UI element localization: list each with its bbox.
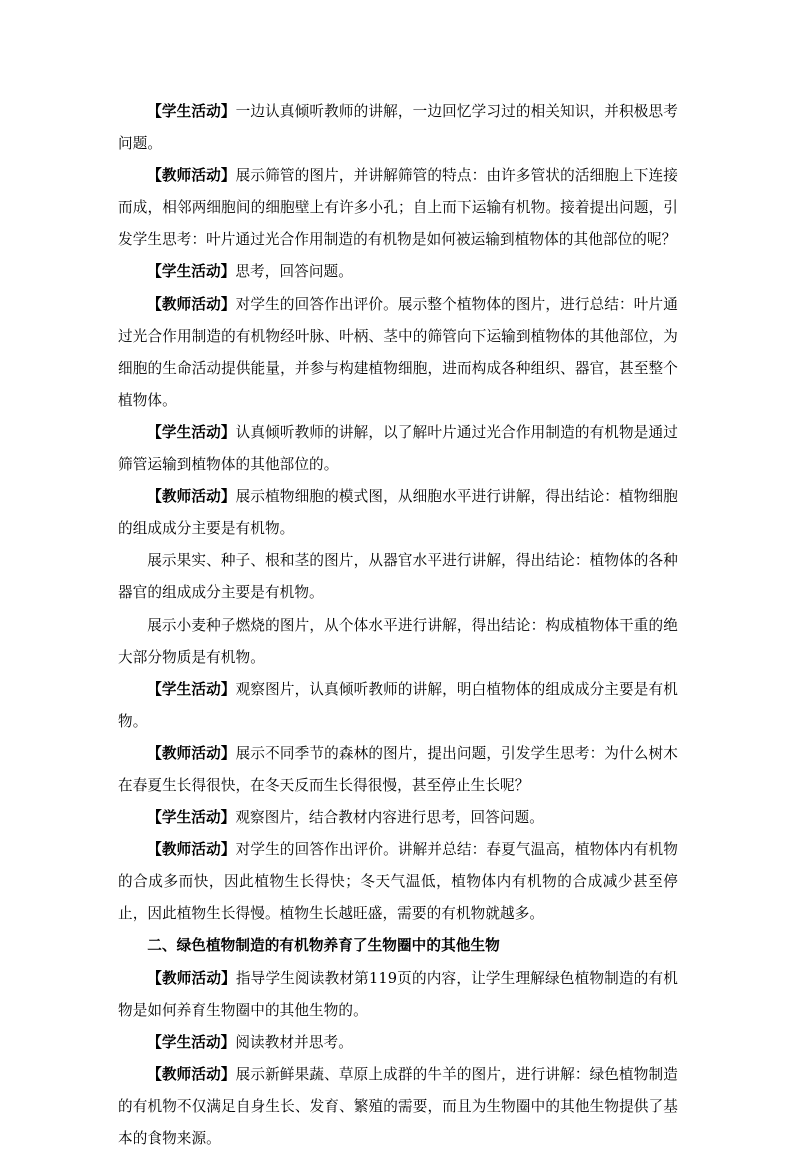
activity-label: 【学生活动】: [147, 103, 236, 120]
paragraph: [118, 256, 678, 288]
paragraph: [118, 1027, 678, 1059]
paragraph-text: 展示新鲜果蔬、草原上成群的牛羊的图片，进行讲解：绿色植物制造的有机物不仅满足自身生长、发育、繁殖的需要，而且为生物圈中的其他生物提供了基本的食物来源。: [118, 1065, 678, 1147]
paragraph: [118, 545, 678, 609]
paragraph: [118, 674, 678, 738]
paragraph-text: 观察图片，认真倾听教师的讲解，明白植物体的组成成分主要是有机物。: [118, 680, 678, 730]
paragraph-text: 展示果实、种子、根和茎的图片，从器官水平进行讲解，得出结论：植物体的各种器官的组成成分主要是有机物。: [118, 552, 678, 602]
activity-label: 【教师活动】: [147, 841, 236, 859]
paragraph-text: 对学生的回答作出评价。展示整个植物体的图片，进行总结：叶片通过光合作用制造的有机物经叶脉、叶柄、茎中的筛管向下运输到植物体的其他部位，为细胞的生命活动提供能量，并参与构建植物细胞，进而构成各种组织、器官，甚至整个植物体。: [118, 295, 678, 409]
activity-label: 【教师活动】: [147, 969, 236, 987]
activity-label: 【学生活动】: [147, 809, 236, 827]
section-heading: 二、绿色植物制造的有机物养育了生物圈中的其他生物: [147, 937, 500, 955]
activity-label: 【教师活动】: [147, 488, 236, 506]
activity-label: 【教师活动】: [147, 295, 236, 313]
paragraph: [118, 160, 678, 256]
document-body: [118, 96, 678, 1155]
activity-label: 【学生活动】: [147, 263, 236, 281]
paragraph-text: 对学生的回答作出评价。讲解并总结：春夏气温高，植物体内有机物的合成多而快，因此植物生长得快；冬天气温低，植物体内有机物的合成减少甚至停止，因此植物生长得慢。植物生长越旺盛，需要的有机物就越多。: [118, 841, 678, 923]
paragraph-text: 展示不同季节的森林的图片，提出问题，引发学生思考：为什么树木在春夏生长得很快，在冬天反而生长得很慢，甚至停止生长呢？: [118, 744, 678, 794]
paragraph: [118, 96, 678, 160]
paragraph-text: 一边认真倾听教师的讲解，一边回忆学习过的相关知识，并积极思考问题。: [118, 103, 678, 153]
activity-label: 【学生活动】: [147, 423, 236, 441]
activity-label: 【学生活动】: [147, 1033, 236, 1051]
paragraph: [118, 802, 678, 834]
activity-label: 【教师活动】: [147, 1065, 236, 1083]
paragraph-text: 指导学生阅读教材第119页的内容，让学生理解绿色植物制造的有机物是如何养育生物圈中的其他生物的。: [118, 969, 678, 1019]
paragraph-text: 展示植物细胞的模式图，从细胞水平进行讲解，得出结论：植物细胞的组成成分主要是有机物。: [118, 488, 678, 538]
paragraph: [118, 834, 678, 930]
activity-label: 【教师活动】: [147, 744, 236, 762]
paragraph: [118, 481, 678, 545]
paragraph: [118, 963, 678, 1027]
paragraph: [118, 610, 678, 674]
paragraph: [118, 1059, 678, 1155]
paragraph: [118, 738, 678, 802]
activity-label: 【学生活动】: [147, 680, 236, 698]
activity-label: 【教师活动】: [147, 167, 236, 185]
paragraph-text: 展示小麦种子燃烧的图片，从个体水平进行讲解，得出结论：构成植物体干重的绝大部分物质是有机物。: [118, 616, 678, 666]
paragraph-text: 思考，回答问题。: [235, 263, 353, 281]
paragraph-text: 阅读教材并思考。: [235, 1033, 353, 1051]
paragraph: [118, 289, 678, 417]
paragraph-text: 认真倾听教师的讲解，以了解叶片通过光合作用制造的有机物是通过筛管运输到植物体的其他部位的。: [118, 423, 678, 474]
paragraph-text: 展示筛管的图片，并讲解筛管的特点：由许多管状的活细胞上下连接而成，相邻两细胞间的细胞壁上有许多小孔；自上而下运输有机物。接着提出问题，引发学生思考：叶片通过光合作用制造的有机物是如何被运输到植物体的其他部位的呢？: [118, 167, 678, 249]
paragraph: [118, 417, 678, 481]
paragraph-text: 观察图片，结合教材内容进行思考，回答问题。: [235, 809, 544, 827]
